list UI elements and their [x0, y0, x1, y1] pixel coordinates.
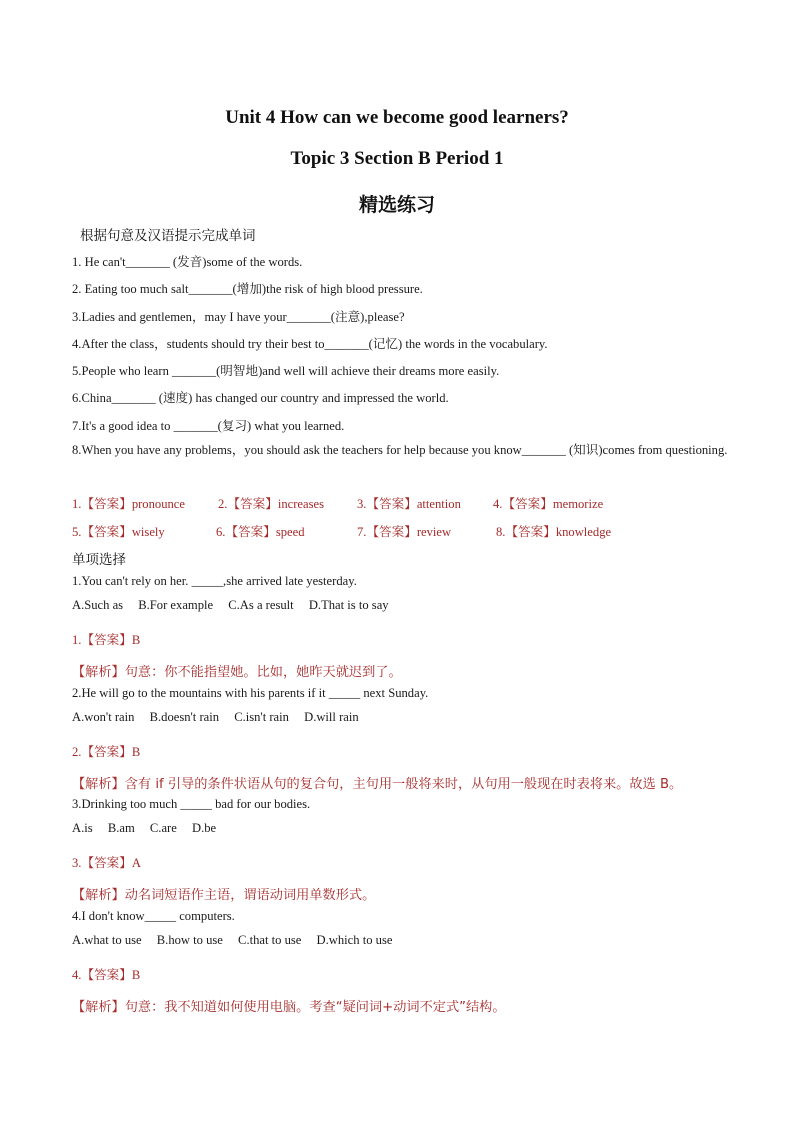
- fill-question-7: 7.It's a good idea to _______(复习) what you learned.: [72, 419, 345, 433]
- mc-options-2: [72, 710, 371, 725]
- fill-question-1: 1. He can't_______ (发音)some of the words.: [72, 255, 303, 269]
- fill-answer-8: 8.【答案】knowledge: [496, 525, 612, 539]
- fill-question-2: 2. Eating too much salt_______(增加)the risk of high blood pressure.: [72, 282, 423, 296]
- mc-option: B.For example: [138, 598, 214, 612]
- mc-option: D.will rain: [304, 710, 359, 724]
- mc-explanation-4: 【解析】句意：我不知道如何使用电脑。考查“疑问词+动词不定式”结构。: [72, 1000, 506, 1015]
- fill-question-5: 5.People who learn _______(明智地)and well will achieve their dreams more easily.: [72, 364, 500, 378]
- mc-answer-1: 1.【答案】B: [72, 633, 141, 647]
- fill-question-4: 4.After the class，students should try their best to_______(记忆) the words in the vocabulary.: [72, 337, 548, 351]
- mc-answer-2: 2.【答案】B: [72, 745, 141, 759]
- fill-question-3: 3.Ladies and gentlemen，may I have your_______(注意),please?: [72, 310, 405, 324]
- mc-option: B.how to use: [156, 933, 223, 947]
- mc-question-2: 2.He will go to the mountains with his parents if it _____ next Sunday.: [72, 686, 429, 700]
- mc-option: A.Such as: [72, 598, 124, 612]
- mc-option: C.that to use: [238, 933, 302, 947]
- fill-answer-7: 7.【答案】review: [357, 525, 452, 539]
- fill-question-8: 8.When you have any problems，you should ask the teachers for help because you know_______ (知识)comes from questioning.: [72, 443, 728, 457]
- fill-answer-5: 5.【答案】wisely: [72, 525, 165, 539]
- subtitle: 精选练习: [358, 195, 435, 216]
- mc-option: C.As a result: [228, 598, 294, 612]
- mc-options-4: [72, 933, 404, 948]
- part1-heading: 根据句意及汉语提示完成单词: [80, 228, 256, 244]
- topic-title: Topic 3 Section B Period 1: [290, 148, 504, 169]
- mc-option: D.which to use: [316, 933, 393, 947]
- fill-answer-2: 2.【答案】increases: [218, 497, 324, 511]
- mc-option: B.am: [107, 821, 135, 835]
- mc-option: B.doesn't rain: [149, 710, 220, 724]
- mc-option: C.isn't rain: [234, 710, 289, 724]
- mc-question-1: 1.You can't rely on her. _____,she arrived late yesterday.: [72, 574, 357, 588]
- part2-heading: 单项选择: [72, 552, 126, 568]
- fill-answer-4: 4.【答案】memorize: [493, 497, 604, 511]
- mc-option: D.That is to say: [308, 598, 389, 612]
- mc-answer-4: 4.【答案】B: [72, 968, 141, 982]
- mc-answer-3: 3.【答案】A: [72, 856, 141, 870]
- fill-answer-3: 3.【答案】attention: [357, 497, 461, 511]
- fill-question-6: 6.China_______ (速度) has changed our country and impressed the world.: [72, 391, 449, 405]
- mc-option: A.what to use: [72, 933, 142, 947]
- unit-title: Unit 4 How can we become good learners?: [225, 107, 569, 128]
- mc-question-4: 4.I don't know_____ computers.: [72, 909, 235, 923]
- mc-explanation-1: 【解析】句意：你不能指望她。比如，她昨天就迟到了。: [72, 665, 402, 680]
- mc-explanation-2: 【解析】含有 if 引导的条件状语从句的复合句，主句用一般将来时，从句用一般现在时表将来。故选 B。: [72, 777, 683, 792]
- fill-answer-6: 6.【答案】speed: [216, 525, 305, 539]
- mc-option: D.be: [191, 821, 217, 835]
- mc-explanation-3: 【解析】动名词短语作主语，谓语动词用单数形式。: [72, 888, 376, 903]
- mc-question-3: 3.Drinking too much _____ bad for our bodies.: [72, 797, 311, 811]
- mc-option: A.is: [72, 821, 93, 835]
- mc-options-1: [72, 598, 401, 613]
- mc-option: C.are: [149, 821, 177, 835]
- fill-answer-1: 1.【答案】pronounce: [72, 497, 185, 511]
- mc-options-3: [72, 821, 228, 836]
- mc-option: A.won't rain: [72, 710, 135, 724]
